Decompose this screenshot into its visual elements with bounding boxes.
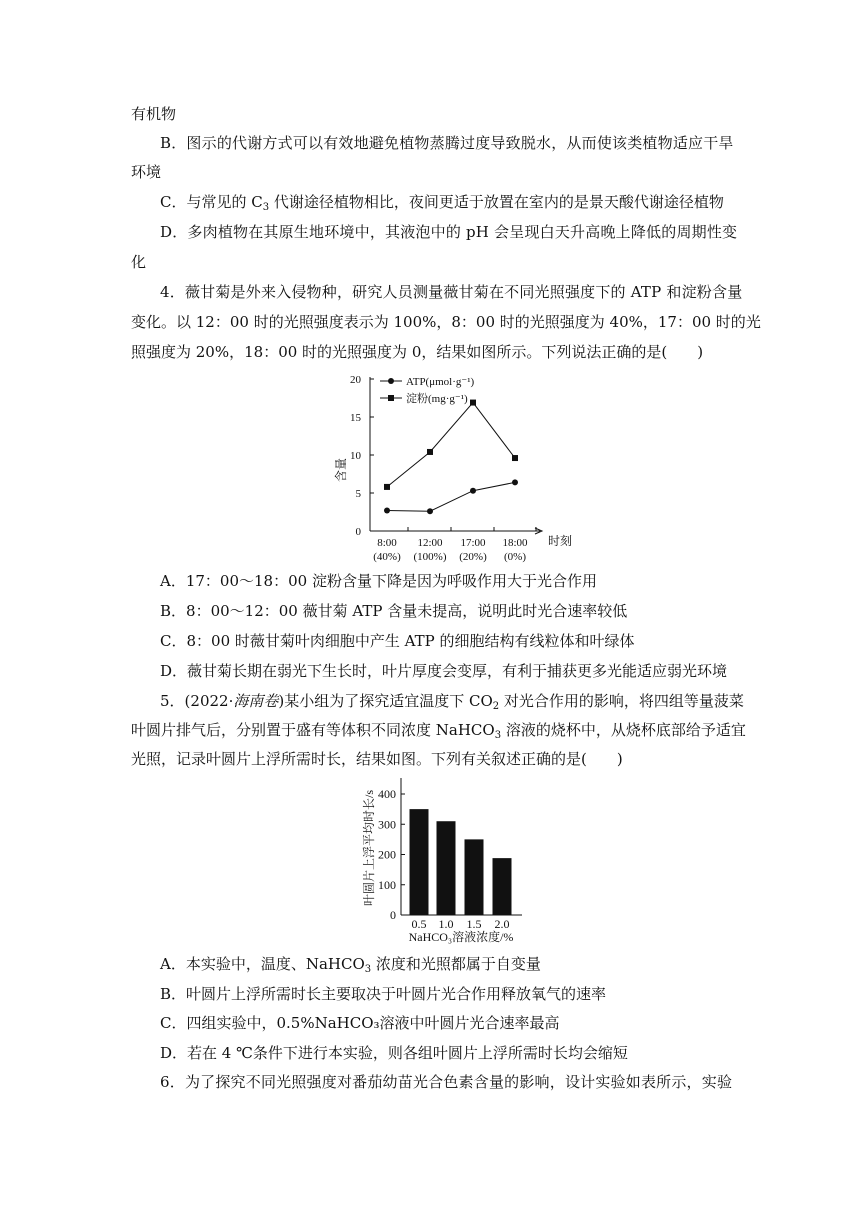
- data-point-square: [512, 455, 518, 461]
- question-4-line3: 照强度为 20%，18：00 时的光照强度为 0，结果如图所示。下列说法正确的是( ): [131, 343, 704, 361]
- y-axis-label: 叶圆片上浮平均时长/s: [362, 789, 376, 907]
- bar: [493, 858, 512, 915]
- x-tick-label: 12:00: [417, 537, 443, 549]
- x-tick-label: 0.5: [411, 917, 427, 931]
- question-6-line1: 6．为了探究不同光照强度对番茄幼苗光合色素含量的影响，设计实验如表所示，实验: [160, 1073, 733, 1091]
- y-axis-label: 含量: [334, 457, 348, 483]
- q4-option-c: C．8：00 时薇甘菊叶肉细胞中产生 ATP 的细胞结构有线粒体和叶绿体: [160, 632, 635, 650]
- legend-marker-circle: [388, 378, 394, 384]
- y-tick-label: 20: [350, 374, 361, 386]
- series-line: [387, 403, 515, 487]
- x-tick-label: 18:00: [502, 537, 528, 549]
- x-tick-label: 2.0: [494, 917, 510, 931]
- x-tick-label: 17:00: [460, 537, 486, 549]
- data-point-circle: [384, 507, 390, 513]
- option-d-line1: D．多肉植物在其原生地环境中，其液泡中的 pH 会呈现白天升高晚上降低的周期性变: [160, 223, 738, 241]
- x-tick-sublabel: (0%): [504, 551, 526, 563]
- question-5-line1: 5．(2022·海南卷)某小组为了探究适宜温度下 $CO_2$ 对光合作用的影响，将四组等量菠菜: [160, 692, 744, 712]
- data-point-square: [427, 449, 433, 455]
- y-tick-label: 300: [378, 817, 396, 832]
- q5-option-b: B．叶圆片上浮所需时长主要取决于叶圆片光合作用释放氧气的速率: [160, 985, 607, 1003]
- text-line: 有机物: [131, 105, 177, 123]
- q5-option-d: D．若在 4 ℃条件下进行本实验，则各组叶圆片上浮所需时长均会缩短: [160, 1044, 628, 1062]
- question-4-line2: 变化。以 12：00 时的光照强度表示为 100%，8：00 时的光照强度为 40%，17：00 时的光: [131, 313, 761, 331]
- x-axis-label: 时刻: [548, 534, 573, 548]
- y-tick-label: 100: [378, 877, 396, 892]
- x-axis-arrow: [535, 528, 542, 534]
- option-b-line2: 环境: [131, 163, 162, 181]
- bar: [410, 809, 429, 915]
- y-tick-label: 400: [378, 787, 396, 801]
- y-tick-label: 200: [378, 847, 396, 862]
- option-c: C．与常见的 $C_3$ 代谢途径植物相比，夜间更适于放置在室内的是景天酸代谢途径植物: [160, 193, 724, 213]
- legend-label: ATP(μmol·g⁻¹): [406, 376, 475, 388]
- legend-marker-square: [388, 395, 394, 401]
- bar: [437, 821, 456, 915]
- question-4-line1: 4．薇甘菊是外来入侵物种，研究人员测量薇甘菊在不同光照强度下的 ATP 和淀粉含量: [160, 283, 743, 301]
- q5-option-a: A．本实验中，温度、NaHCO$_3$ 浓度和光照都属于自变量: [160, 955, 541, 975]
- question-5-line3: 光照，记录叶圆片上浮所需时长，结果如图。下列有关叙述正确的是( ): [131, 750, 623, 768]
- y-tick-label: 15: [350, 412, 361, 424]
- q4-option-a: A．17：00～18：00 淀粉含量下降是因为呼吸作用大于光合作用: [160, 572, 597, 590]
- data-point-square: [384, 484, 390, 490]
- question-5-line2: 叶圆片排气后，分别置于盛有等体积不同浓度 NaHCO$_3$ 溶液的烧杯中，从烧杯底部给予适宜: [131, 721, 746, 741]
- y-tick-label: 0: [390, 908, 396, 922]
- option-b-line1: B．图示的代谢方式可以有效地避免植物蒸腾过度导致脱水，从而使该类植物适应干旱: [160, 134, 734, 152]
- y-tick-label: 10: [350, 450, 361, 462]
- x-axis-label: NaHCO₃溶液浓度/%: [408, 930, 514, 944]
- option-d-line2: 化: [131, 253, 147, 271]
- q4-option-b: B．8：00～12：00 薇甘菊 ATP 含量未提高，说明此时光合速率较低: [160, 602, 628, 620]
- y-tick-label: 0: [355, 526, 361, 538]
- q5-option-c: C．四组实验中，0.5%NaHCO₃溶液中叶圆片光合速率最高: [160, 1014, 560, 1032]
- data-point-square: [470, 400, 476, 406]
- x-tick-label: 8:00: [377, 537, 397, 549]
- legend-label: 淀粉(mg·g⁻¹): [406, 393, 468, 405]
- data-point-circle: [427, 508, 433, 514]
- bar: [465, 839, 484, 915]
- q4-option-d: D．薇甘菊长期在弱光下生长时，叶片厚度会变厚，有利于捕获更多光能适应弱光环境: [160, 662, 728, 680]
- data-point-circle: [512, 479, 518, 485]
- x-tick-label: 1.5: [466, 917, 482, 931]
- x-tick-sublabel: (100%): [413, 551, 447, 563]
- x-tick-sublabel: (20%): [459, 551, 487, 563]
- y-tick-label: 5: [355, 488, 361, 500]
- x-tick-sublabel: (40%): [373, 551, 401, 563]
- data-point-circle: [470, 488, 476, 494]
- series-line: [387, 482, 515, 511]
- x-tick-label: 1.0: [438, 917, 454, 931]
